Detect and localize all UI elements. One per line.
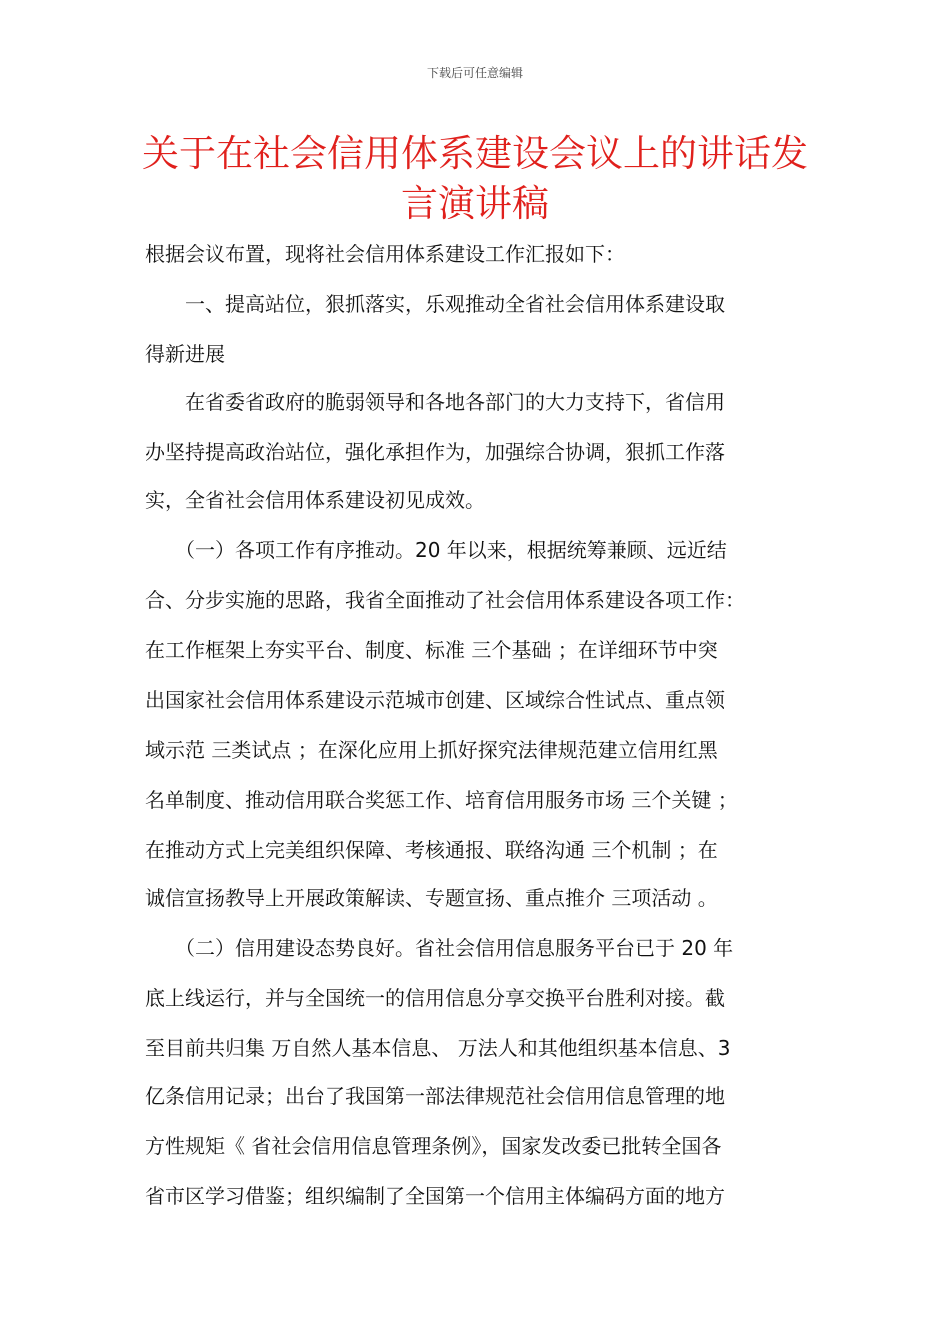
body-line: 一、提高站位，狠抓落实，乐观推动全省社会信用体系建设取 [145,292,725,316]
body-line: 底上线运行，并与全国统一的信用信息分享交换平台胜利对接。截 [145,986,725,1010]
body-line: 根据会议布置，现将社会信用体系建设工作汇报如下： [145,242,625,266]
body-line: 办坚持提高政治站位，强化承担作为，加强综合协调，狠抓工作落 [145,440,725,464]
body-line: 诚信宣扬教导上开展政策解读、专题宣扬、重点推介 三项活动 。 [145,886,718,910]
body-line: 出国家社会信用体系建设示范城市创建、区域综合性试点、重点领 [145,688,725,712]
body-line: （一）各项工作有序推动。20 年以来，根据统筹兼顾、远近结 [145,538,727,562]
header-note: 下载后可任意编辑 [426,66,523,80]
body-line: 实，全省社会信用体系建设初见成效。 [145,488,485,512]
body-line: 方性规矩《 省社会信用信息管理条例》，国家发改委已批转全国各 [145,1134,722,1158]
body-line: 省市区学习借鉴；组织编制了全国第一个信用主体编码方面的地方 [145,1184,725,1208]
body-line: （二）信用建设态势良好。省社会信用信息服务平台已于 20 年 [145,936,734,960]
body-line: 在推动方式上完美组织保障、考核通报、联络沟通 三个机制 ；在 [145,838,718,862]
body-line: 名单制度、推动信用联合奖惩工作、培育信用服务市场 三个关键 ； [145,788,738,812]
body-line: 在省委省政府的脆弱领导和各地各部门的大力支持下，省信用 [145,390,725,414]
body-line: 合、分步实施的思路，我省全面推动了社会信用体系建设各项工作： [145,588,745,612]
document-title-line-2: 言演讲稿 [401,182,549,225]
body-line: 亿条信用记录；出台了我国第一部法律规范社会信用信息管理的地 [145,1084,725,1108]
document-title-line-1: 关于在社会信用体系建设会议上的讲话发 [142,132,808,175]
body-line: 在工作框架上夯实平台、制度、标准 三个基础 ；在详细环节中突 [145,638,718,662]
body-line: 得新进展 [145,342,225,366]
body-line: 域示范 三类试点 ；在深化应用上抓好探究法律规范建立信用红黑 [145,738,718,762]
body-line: 至目前共归集 万自然人基本信息、 万法人和其他组织基本信息、3 [145,1036,731,1060]
